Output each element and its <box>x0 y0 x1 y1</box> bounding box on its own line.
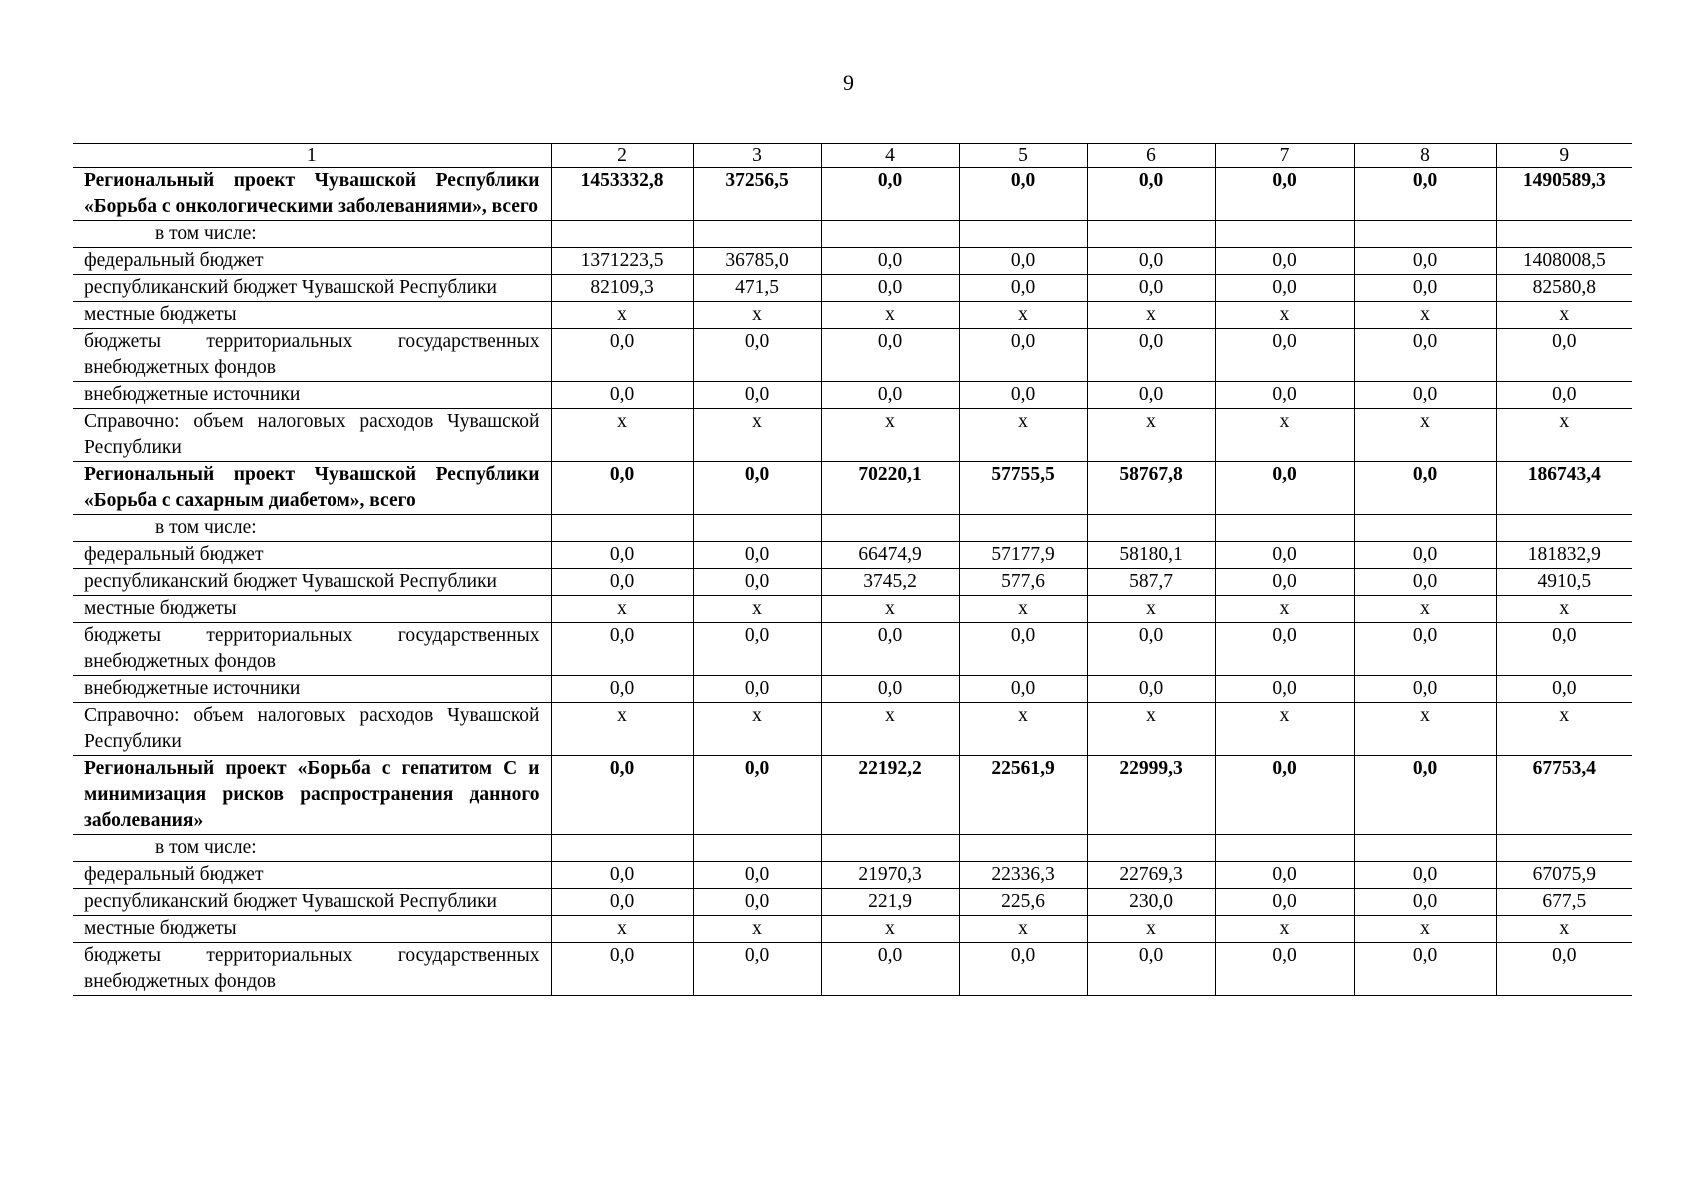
value-cell: 0,0 <box>1215 569 1354 596</box>
value-cell: 0,0 <box>821 275 959 302</box>
value-cell: х <box>1354 703 1496 756</box>
value-cell: 0,0 <box>1354 168 1496 221</box>
value-cell: 0,0 <box>1354 569 1496 596</box>
value-cell: х <box>959 302 1087 329</box>
value-cell: 0,0 <box>693 889 821 916</box>
value-cell: 4910,5 <box>1496 569 1632 596</box>
value-cell: 0,0 <box>1354 462 1496 515</box>
value-cell: 587,7 <box>1087 569 1215 596</box>
row-label: в том числе: <box>73 221 551 248</box>
table-row <box>73 596 1632 623</box>
project-total-row <box>73 168 1632 221</box>
row-label: Региональный проект Чувашской Республики «Борьба с онкологическими заболеваниями», всего <box>73 168 551 221</box>
value-cell <box>1496 515 1632 542</box>
value-cell: 0,0 <box>693 542 821 569</box>
value-cell: 0,0 <box>1354 889 1496 916</box>
value-cell: х <box>821 302 959 329</box>
table-row <box>73 302 1632 329</box>
value-cell: х <box>1087 302 1215 329</box>
value-cell: 22336,3 <box>959 862 1087 889</box>
value-cell <box>693 835 821 862</box>
column-number: 4 <box>821 144 959 168</box>
value-cell: 230,0 <box>1087 889 1215 916</box>
value-cell: х <box>551 703 693 756</box>
table-row <box>73 703 1632 756</box>
value-cell: 0,0 <box>551 943 693 996</box>
value-cell <box>821 221 959 248</box>
column-number: 1 <box>73 144 551 168</box>
value-cell: х <box>1087 409 1215 462</box>
value-cell <box>959 835 1087 862</box>
table-row <box>73 916 1632 943</box>
value-cell: 36785,0 <box>693 248 821 275</box>
value-cell: 0,0 <box>821 943 959 996</box>
value-cell: 0,0 <box>1087 676 1215 703</box>
value-cell: 0,0 <box>1087 623 1215 676</box>
value-cell: 0,0 <box>1215 382 1354 409</box>
value-cell: 0,0 <box>1215 862 1354 889</box>
value-cell: 0,0 <box>1354 329 1496 382</box>
value-cell <box>693 221 821 248</box>
value-cell: 22769,3 <box>1087 862 1215 889</box>
value-cell: х <box>1354 596 1496 623</box>
value-cell <box>551 515 693 542</box>
value-cell <box>1087 515 1215 542</box>
value-cell: 0,0 <box>1354 943 1496 996</box>
value-cell: 82580,8 <box>1496 275 1632 302</box>
column-number: 7 <box>1215 144 1354 168</box>
value-cell: х <box>821 916 959 943</box>
value-cell: х <box>1354 916 1496 943</box>
subheader-row <box>73 835 1632 862</box>
value-cell <box>1354 221 1496 248</box>
value-cell: х <box>1496 916 1632 943</box>
row-label: республиканский бюджет Чувашской Республики <box>73 275 551 302</box>
value-cell: 58180,1 <box>1087 542 1215 569</box>
value-cell: 0,0 <box>821 382 959 409</box>
value-cell: 0,0 <box>821 248 959 275</box>
value-cell: 186743,4 <box>1496 462 1632 515</box>
value-cell: 0,0 <box>1215 275 1354 302</box>
value-cell: 0,0 <box>1215 943 1354 996</box>
value-cell: 67075,9 <box>1496 862 1632 889</box>
row-label: Региональный проект Чувашской Республики «Борьба с сахарным диабетом», всего <box>73 462 551 515</box>
column-number: 8 <box>1354 144 1496 168</box>
table-row <box>73 248 1632 275</box>
value-cell: 0,0 <box>693 569 821 596</box>
value-cell: 0,0 <box>1215 542 1354 569</box>
value-cell: х <box>821 409 959 462</box>
value-cell: х <box>693 916 821 943</box>
value-cell: 0,0 <box>693 329 821 382</box>
value-cell: х <box>693 302 821 329</box>
value-cell: 21970,3 <box>821 862 959 889</box>
value-cell <box>1215 221 1354 248</box>
value-cell: х <box>1087 703 1215 756</box>
value-cell: 471,5 <box>693 275 821 302</box>
value-cell: 0,0 <box>1087 248 1215 275</box>
value-cell <box>1215 515 1354 542</box>
value-cell: 0,0 <box>1354 862 1496 889</box>
value-cell <box>959 221 1087 248</box>
value-cell: 0,0 <box>959 168 1087 221</box>
value-cell: 1453332,8 <box>551 168 693 221</box>
value-cell: 0,0 <box>1087 168 1215 221</box>
value-cell: х <box>551 916 693 943</box>
value-cell: х <box>551 409 693 462</box>
value-cell: 577,6 <box>959 569 1087 596</box>
table-row <box>73 862 1632 889</box>
value-cell: 0,0 <box>1215 756 1354 835</box>
value-cell: 0,0 <box>959 676 1087 703</box>
row-label: республиканский бюджет Чувашской Республики <box>73 889 551 916</box>
value-cell: 0,0 <box>693 623 821 676</box>
value-cell: 0,0 <box>959 623 1087 676</box>
column-number: 2 <box>551 144 693 168</box>
row-label: федеральный бюджет <box>73 542 551 569</box>
value-cell: х <box>693 703 821 756</box>
value-cell: 0,0 <box>1215 248 1354 275</box>
row-label: бюджеты территориальных государственных внебюджетных фондов <box>73 623 551 676</box>
value-cell: х <box>1354 302 1496 329</box>
value-cell: 0,0 <box>821 168 959 221</box>
column-number: 3 <box>693 144 821 168</box>
value-cell: х <box>1496 703 1632 756</box>
value-cell: х <box>959 916 1087 943</box>
value-cell <box>821 835 959 862</box>
table-row <box>73 623 1632 676</box>
value-cell: 22999,3 <box>1087 756 1215 835</box>
value-cell: 67753,4 <box>1496 756 1632 835</box>
value-cell: х <box>1215 916 1354 943</box>
value-cell: 0,0 <box>1215 676 1354 703</box>
value-cell: х <box>1496 409 1632 462</box>
value-cell: 0,0 <box>1087 275 1215 302</box>
project-total-row <box>73 756 1632 835</box>
value-cell: х <box>551 596 693 623</box>
value-cell: 0,0 <box>551 676 693 703</box>
column-number: 5 <box>959 144 1087 168</box>
value-cell: х <box>1354 409 1496 462</box>
value-cell: 0,0 <box>551 542 693 569</box>
value-cell <box>1215 835 1354 862</box>
value-cell: 0,0 <box>693 756 821 835</box>
value-cell: 0,0 <box>551 623 693 676</box>
value-cell: 22192,2 <box>821 756 959 835</box>
value-cell: 0,0 <box>821 623 959 676</box>
value-cell <box>551 835 693 862</box>
value-cell: х <box>1215 409 1354 462</box>
row-label: внебюджетные источники <box>73 382 551 409</box>
row-label: Справочно: объем налоговых расходов Чувашской Республики <box>73 703 551 756</box>
value-cell: х <box>1087 596 1215 623</box>
table-row <box>73 382 1632 409</box>
value-cell: 0,0 <box>959 382 1087 409</box>
table-row <box>73 409 1632 462</box>
row-label: федеральный бюджет <box>73 862 551 889</box>
subheader-row <box>73 221 1632 248</box>
value-cell: 0,0 <box>821 329 959 382</box>
row-label: федеральный бюджет <box>73 248 551 275</box>
value-cell: 0,0 <box>1354 275 1496 302</box>
value-cell <box>1354 835 1496 862</box>
value-cell: 0,0 <box>1354 676 1496 703</box>
value-cell: 0,0 <box>1496 329 1632 382</box>
value-cell: 677,5 <box>1496 889 1632 916</box>
table-row <box>73 943 1632 996</box>
row-label: бюджеты территориальных государственных внебюджетных фондов <box>73 329 551 382</box>
value-cell: 0,0 <box>959 248 1087 275</box>
value-cell: х <box>1496 302 1632 329</box>
row-label: местные бюджеты <box>73 302 551 329</box>
value-cell <box>551 221 693 248</box>
value-cell: 221,9 <box>821 889 959 916</box>
value-cell <box>1354 515 1496 542</box>
row-label: Региональный проект «Борьба с гепатитом С и минимизация рисков распространения данного заболевания» <box>73 756 551 835</box>
row-label: местные бюджеты <box>73 596 551 623</box>
value-cell: х <box>1087 916 1215 943</box>
value-cell: 0,0 <box>1087 943 1215 996</box>
value-cell: 0,0 <box>1354 382 1496 409</box>
value-cell: х <box>959 409 1087 462</box>
value-cell: 0,0 <box>1354 248 1496 275</box>
value-cell: 0,0 <box>959 943 1087 996</box>
value-cell: 57177,9 <box>959 542 1087 569</box>
subheader-row <box>73 515 1632 542</box>
value-cell: 0,0 <box>693 462 821 515</box>
value-cell: 1490589,3 <box>1496 168 1632 221</box>
value-cell: 0,0 <box>1354 623 1496 676</box>
value-cell: х <box>821 596 959 623</box>
budget-table <box>73 143 1632 996</box>
row-label: Справочно: объем налоговых расходов Чувашской Республики <box>73 409 551 462</box>
value-cell: 0,0 <box>1215 329 1354 382</box>
table-row <box>73 569 1632 596</box>
table-row <box>73 275 1632 302</box>
value-cell <box>1087 221 1215 248</box>
table-row <box>73 676 1632 703</box>
table-row <box>73 329 1632 382</box>
value-cell: 22561,9 <box>959 756 1087 835</box>
table-body <box>73 144 1632 996</box>
value-cell: 0,0 <box>1496 382 1632 409</box>
value-cell: 0,0 <box>693 862 821 889</box>
value-cell: 0,0 <box>551 889 693 916</box>
value-cell: 70220,1 <box>821 462 959 515</box>
value-cell <box>821 515 959 542</box>
value-cell: 0,0 <box>1087 329 1215 382</box>
value-cell: х <box>959 596 1087 623</box>
column-number-row <box>73 144 1632 168</box>
value-cell: 66474,9 <box>821 542 959 569</box>
value-cell: 0,0 <box>551 329 693 382</box>
value-cell: 0,0 <box>959 329 1087 382</box>
value-cell <box>959 515 1087 542</box>
value-cell: 0,0 <box>693 676 821 703</box>
value-cell: х <box>551 302 693 329</box>
row-label: бюджеты территориальных государственных внебюджетных фондов <box>73 943 551 996</box>
value-cell: х <box>1215 596 1354 623</box>
value-cell <box>693 515 821 542</box>
value-cell <box>1087 835 1215 862</box>
value-cell: 0,0 <box>693 943 821 996</box>
value-cell: 58767,8 <box>1087 462 1215 515</box>
value-cell: 181832,9 <box>1496 542 1632 569</box>
value-cell: х <box>693 409 821 462</box>
row-label: внебюджетные источники <box>73 676 551 703</box>
value-cell: 1371223,5 <box>551 248 693 275</box>
value-cell: 0,0 <box>1215 623 1354 676</box>
value-cell: 0,0 <box>551 382 693 409</box>
value-cell: 37256,5 <box>693 168 821 221</box>
value-cell: 0,0 <box>1087 382 1215 409</box>
row-label: в том числе: <box>73 515 551 542</box>
column-number: 9 <box>1496 144 1632 168</box>
value-cell: 0,0 <box>959 275 1087 302</box>
value-cell: 0,0 <box>551 569 693 596</box>
project-total-row <box>73 462 1632 515</box>
value-cell: 0,0 <box>1496 623 1632 676</box>
value-cell: х <box>821 703 959 756</box>
value-cell: 1408008,5 <box>1496 248 1632 275</box>
value-cell: 0,0 <box>1354 756 1496 835</box>
table-row <box>73 542 1632 569</box>
value-cell: 0,0 <box>1496 943 1632 996</box>
value-cell: 0,0 <box>1215 889 1354 916</box>
value-cell: 0,0 <box>1354 542 1496 569</box>
row-label: местные бюджеты <box>73 916 551 943</box>
page-number: 9 <box>843 70 854 95</box>
value-cell: 0,0 <box>551 862 693 889</box>
value-cell: 0,0 <box>821 676 959 703</box>
value-cell: х <box>1215 703 1354 756</box>
value-cell <box>1496 221 1632 248</box>
value-cell: 57755,5 <box>959 462 1087 515</box>
value-cell: х <box>1496 596 1632 623</box>
value-cell: 0,0 <box>551 462 693 515</box>
value-cell: 225,6 <box>959 889 1087 916</box>
value-cell: х <box>1215 302 1354 329</box>
column-number: 6 <box>1087 144 1215 168</box>
value-cell: 0,0 <box>693 382 821 409</box>
value-cell: 0,0 <box>1215 168 1354 221</box>
value-cell: 0,0 <box>1496 676 1632 703</box>
value-cell: х <box>959 703 1087 756</box>
value-cell: 0,0 <box>551 756 693 835</box>
value-cell <box>1496 835 1632 862</box>
value-cell: х <box>693 596 821 623</box>
value-cell: 3745,2 <box>821 569 959 596</box>
value-cell: 82109,3 <box>551 275 693 302</box>
row-label: республиканский бюджет Чувашской Республики <box>73 569 551 596</box>
value-cell: 0,0 <box>1215 462 1354 515</box>
table-row <box>73 889 1632 916</box>
row-label: в том числе: <box>73 835 551 862</box>
